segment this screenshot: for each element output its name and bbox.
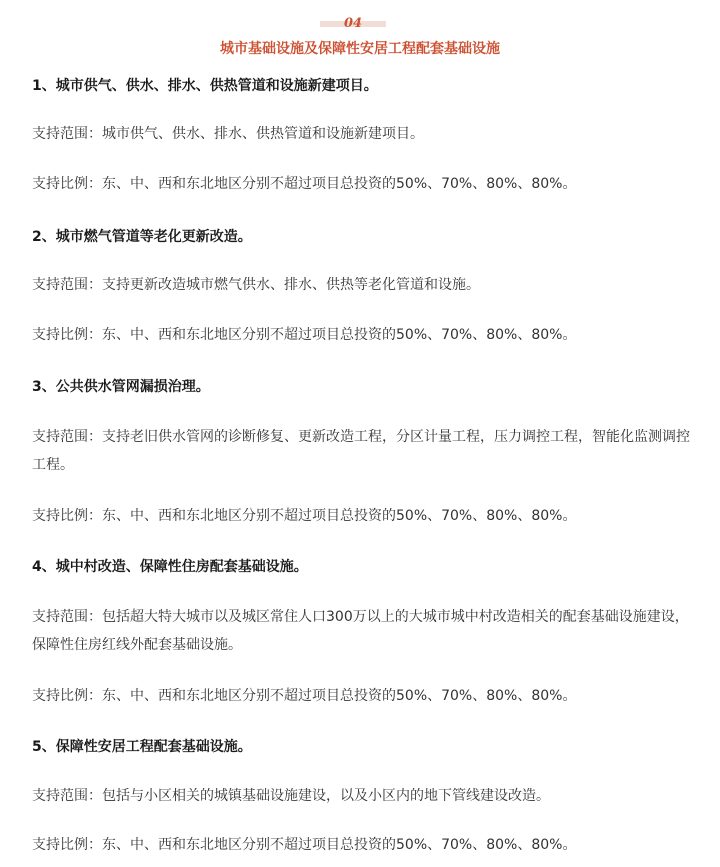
section-ratio-3	[32, 502, 700, 530]
scope-label: 支持范围：	[32, 277, 102, 293]
section-ratio-2	[32, 321, 700, 349]
scope-label: 支持范围：	[32, 429, 102, 445]
scope-label: 支持范围：	[32, 126, 102, 142]
ratio-label: 支持比例：	[32, 508, 102, 524]
section-heading-2: 2、城市燃气管道等老化更新改造。	[32, 229, 252, 245]
scope-label: 支持范围：	[32, 609, 102, 625]
section-heading-5: 5、保障性安居工程配套基础设施。	[32, 739, 252, 755]
scope-text: 城市供气、供水、排水、供热管道和设施新建项目。	[102, 126, 424, 142]
section-number-badge	[320, 15, 386, 33]
section-scope-4	[32, 603, 700, 659]
scope-text: 包括与小区相关的城镇基础设施建设，以及小区内的地下管线建设改造。	[102, 788, 550, 804]
ratio-label: 支持比例：	[32, 176, 102, 192]
section-number: 04	[343, 16, 363, 31]
scope-label: 支持范围：	[32, 788, 102, 804]
section-scope-5	[32, 782, 700, 810]
section-scope-1	[32, 120, 700, 148]
ratio-text: 东、中、西和东北地区分别不超过项目总投资的50%、70%、80%、80%。	[102, 508, 577, 524]
page-title: 城市基础设施及保障性安居工程配套基础设施	[220, 41, 500, 57]
section-scope-2	[32, 271, 700, 299]
section-ratio-1	[32, 170, 700, 198]
section-ratio-4	[32, 682, 700, 710]
ratio-label: 支持比例：	[32, 837, 102, 853]
ratio-text: 东、中、西和东北地区分别不超过项目总投资的50%、70%、80%、80%。	[102, 176, 577, 192]
ratio-label: 支持比例：	[32, 688, 102, 704]
ratio-text: 东、中、西和东北地区分别不超过项目总投资的50%、70%、80%、80%。	[102, 688, 577, 704]
section-heading-1: 1、城市供气、供水、排水、供热管道和设施新建项目。	[32, 78, 378, 94]
scope-text: 支持老旧供水管网的诊断修复、更新改造工程，分区计量工程，压力调控工程，智能化监测调控工程。	[32, 429, 690, 473]
scope-text: 支持更新改造城市燃气供水、排水、供热等老化管道和设施。	[102, 277, 480, 293]
ratio-text: 东、中、西和东北地区分别不超过项目总投资的50%、70%、80%、80%。	[102, 327, 577, 343]
section-scope-3	[32, 423, 700, 479]
section-ratio-5	[32, 831, 700, 859]
section-heading-4: 4、城中村改造、保障性住房配套基础设施。	[32, 559, 308, 575]
scope-text: 包括超大特大城市以及城区常住人口300万以上的大城市城中村改造相关的配套基础设施建设，保障性住房红线外配套基础设施。	[32, 609, 689, 653]
ratio-text: 东、中、西和东北地区分别不超过项目总投资的50%、70%、80%、80%。	[102, 837, 577, 853]
section-heading-3: 3、公共供水管网漏损治理。	[32, 379, 210, 395]
ratio-label: 支持比例：	[32, 327, 102, 343]
